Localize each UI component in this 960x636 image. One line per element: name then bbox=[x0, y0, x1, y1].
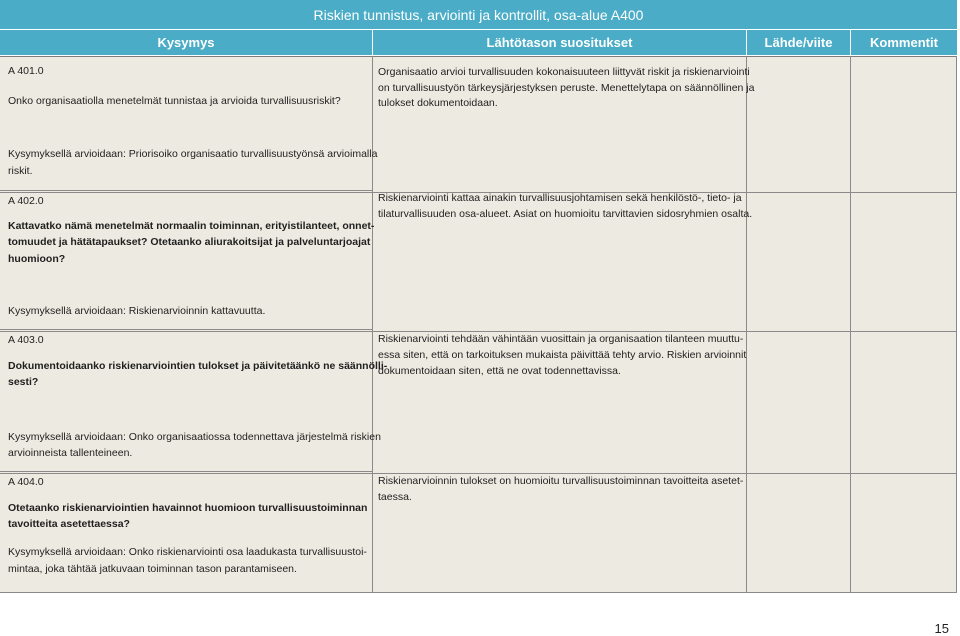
row-divider bbox=[0, 471, 372, 472]
page-title: Riskien tunnistus, arviointi ja kontrollit, osa-alue A400 bbox=[0, 0, 957, 29]
column-header-lahde: Lähde/viite bbox=[747, 30, 850, 55]
question-code: A 402.0 bbox=[8, 195, 44, 207]
assessment-line: mintaa, joka tähtää jatkuvaan toiminnan tason parantamiseen. bbox=[8, 563, 297, 575]
recommendation-line: tulokset dokumentoidaan. bbox=[378, 97, 498, 109]
assessment-line: Kysymyksellä arvioidaan: Riskienarvioinnin kattavuutta. bbox=[8, 305, 266, 317]
row-divider bbox=[0, 592, 957, 593]
row-divider bbox=[0, 329, 372, 330]
page-number: 15 bbox=[934, 621, 949, 636]
assessment-line: arvioinneista tallenteineen. bbox=[8, 447, 133, 459]
row-divider bbox=[0, 190, 372, 191]
question-text: Kattavatko nämä menetelmät normaalin toiminnan, erityistilanteet, onnet- bbox=[8, 220, 375, 232]
assessment-line: Kysymyksellä arvioidaan: Priorisoiko organisaatio turvallisuustyönsä arvioimalla bbox=[8, 148, 378, 160]
assessment-line: Kysymyksellä arvioidaan: Onko organisaatiossa todennettava järjestelmä riskien bbox=[8, 431, 381, 443]
question-code: A 401.0 bbox=[8, 65, 44, 77]
question-text: tavoitteita asetettaessa? bbox=[8, 518, 130, 530]
recommendation-line: dokumentoidaan siten, että ne ovat todennettavissa. bbox=[378, 365, 621, 377]
column-header-lahtotaso: Lähtötason suositukset bbox=[373, 30, 746, 55]
column-header-kommentit: Kommentit bbox=[851, 30, 957, 55]
question-text: Dokumentoidaanko riskienarviointien tulokset ja päivitetäänkö ne säännölli- bbox=[8, 360, 388, 372]
question-text: tomuudet ja hätätapaukset? Otetaanko aliurakoitsijat ja palveluntarjoajat bbox=[8, 236, 371, 248]
recommendation-line: tilaturvallisuuden osa-alueet. Asiat on huomioitu tarvittavien sidosryhmien osalta. bbox=[378, 208, 753, 220]
question-code: A 404.0 bbox=[8, 476, 44, 488]
assessment-line: Kysymyksellä arvioidaan: Onko riskienarviointi osa laadukasta turvallisuustoi- bbox=[8, 546, 367, 558]
recommendation-line: Riskienarviointi kattaa ainakin turvallisuusjohtamisen sekä henkilöstö-, tieto- ja bbox=[378, 192, 742, 204]
recommendation-line: Riskienarviointi tehdään vähintään vuosittain ja organisaation tilanteen muuttu- bbox=[378, 333, 744, 345]
recommendation-line: essa siten, että on tarkoituksen mukaista päivittää tehty arvio. Riskien arvioinnit bbox=[378, 349, 747, 361]
question-code: A 403.0 bbox=[8, 334, 44, 346]
recommendation-line: taessa. bbox=[378, 491, 412, 503]
recommendation-line: Riskienarvioinnin tulokset on huomioitu turvallisuustoiminnan tavoitteita asetet- bbox=[378, 475, 744, 487]
question-text: Onko organisaatiolla menetelmät tunnistaa ja arvioida turvallisuusriskit? bbox=[8, 95, 341, 107]
column-divider bbox=[956, 56, 957, 593]
question-text: Otetaanko riskienarviointien havainnot huomioon turvallisuustoiminnan bbox=[8, 502, 368, 514]
column-header-kysymys: Kysymys bbox=[0, 30, 372, 55]
question-text: huomioon? bbox=[8, 253, 66, 265]
column-divider bbox=[746, 56, 747, 593]
column-divider bbox=[850, 56, 851, 593]
column-divider bbox=[372, 56, 373, 593]
recommendation-line: on turvallisuustyön tärkeysjärjestyksen peruste. Menettelytapa on säännöllinen ja bbox=[378, 82, 755, 94]
assessment-line: riskit. bbox=[8, 165, 33, 177]
recommendation-line: Organisaatio arvioi turvallisuuden kokonaisuuteen liittyvät riskit ja riskienarviointi bbox=[378, 66, 750, 78]
question-text: sesti? bbox=[8, 376, 39, 388]
